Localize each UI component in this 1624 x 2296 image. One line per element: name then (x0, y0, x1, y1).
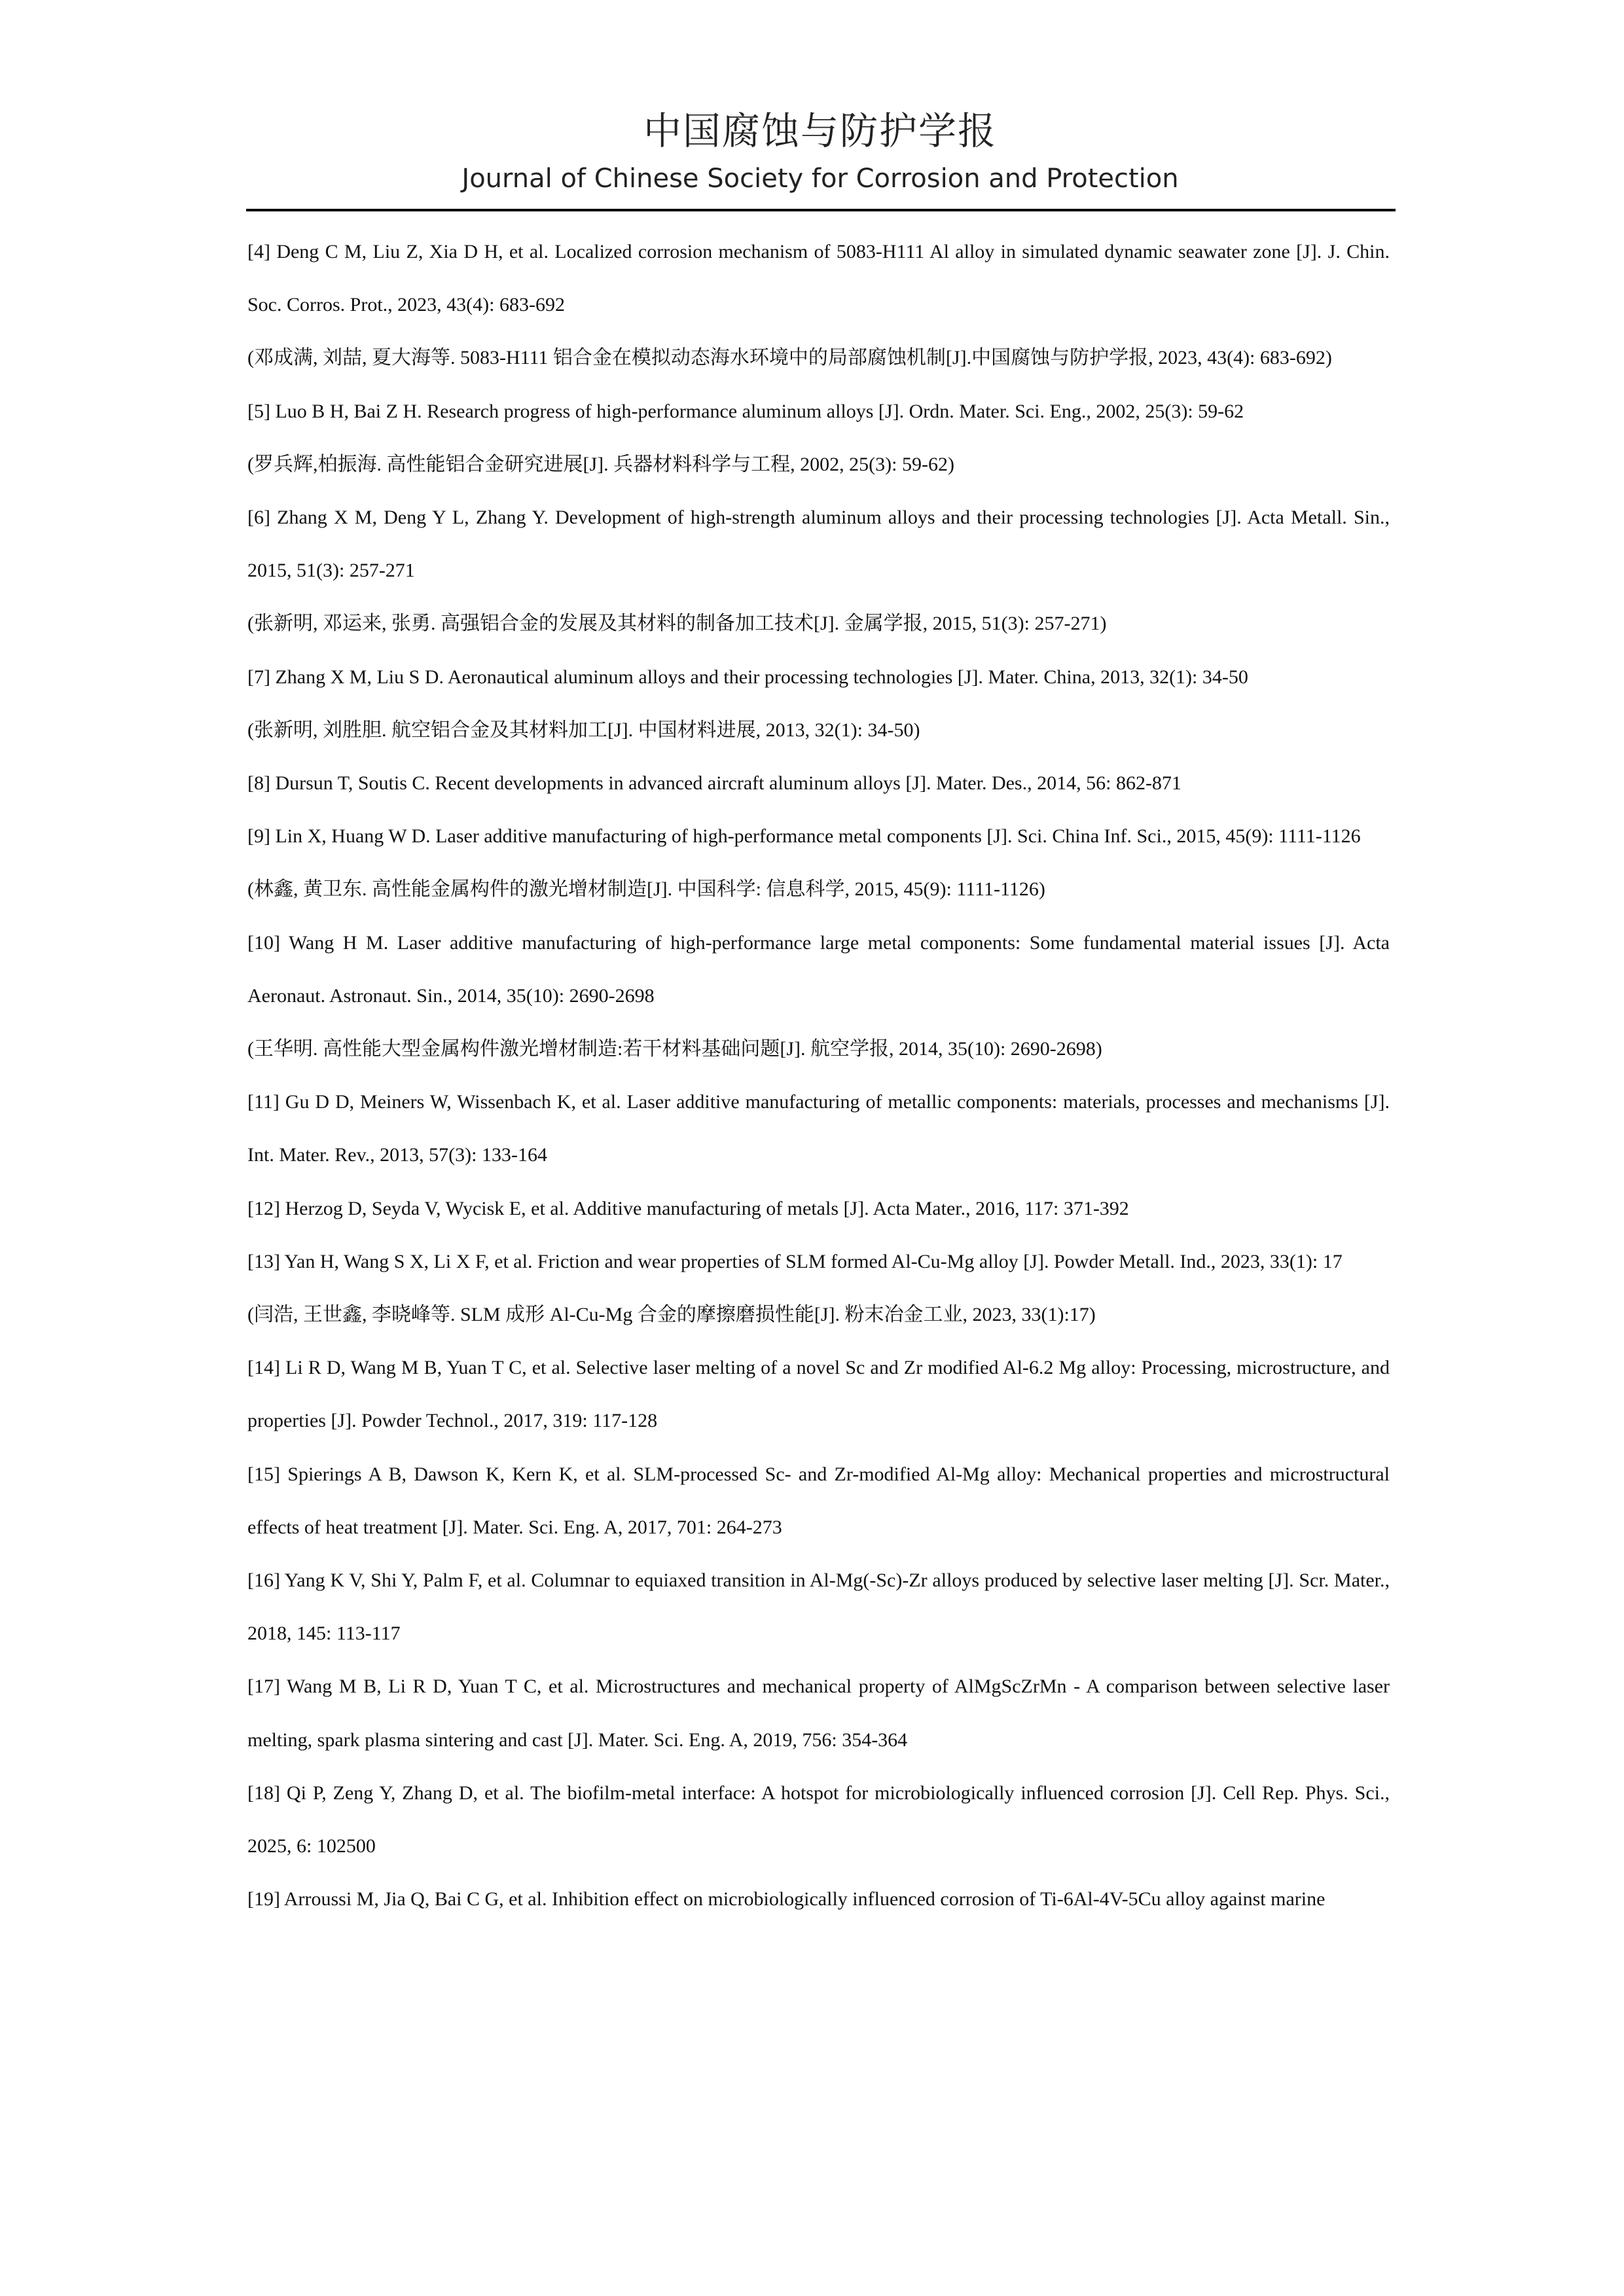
header-rule (246, 209, 1396, 211)
journal-title-en: Journal of Chinese Society for Corrosion and Protection (461, 164, 1179, 194)
reference-5-cn: (罗兵辉,柏振海. 高性能铝合金研究进展[J]. 兵器材料科学与工程, 2002, 25(3): 59-62) (247, 453, 954, 475)
reference-13-cn: (闫浩, 王世鑫, 李晓峰等. SLM 成形 Al-Cu-Mg 合金的摩擦磨损性能[J]. 粉末冶金工业, 2023, 33(1):17) (247, 1304, 1096, 1326)
journal-header (247, 105, 1393, 199)
reference-16: [16] Yang K V, Shi Y, Palm F, et al. Columnar to equiaxed transition in Al-Mg(-Sc)-Zr alloys produced by selective laser melting [J]. Scr. Mater., 2018, 145: 113-117 (247, 1570, 1390, 1645)
reference-18: [18] Qi P, Zeng Y, Zhang D, et al. The biofilm-metal interface: A hotspot for microbiologically influenced corrosion [J]. Cell Rep. Phys. Sci., 2025, 6: 102500 (247, 1782, 1390, 1857)
reference-10: [10] Wang H M. Laser additive manufacturing of high-performance large metal components: Some fundamental material issues [J]. Acta Aeronaut. Astronaut. Sin., 2014, 35(10): 2690-2698 (247, 931, 1390, 1007)
reference-10-cn: (王华明. 高性能大型金属构件激光增材制造:若干材料基础问题[J]. 航空学报, 2014, 35(10): 2690-2698) (247, 1038, 1102, 1060)
reference-11: [11] Gu D D, Meiners W, Wissenbach K, et al. Laser additive manufacturing of metallic components: materials, processes and mechanisms [J]. Int. Mater. Rev., 2013, 57(3): 133-164 (247, 1091, 1390, 1166)
reference-4: [4] Deng C M, Liu Z, Xia D H, et al. Localized corrosion mechanism of 5083-H111 Al alloy in simulated dynamic seawater zone [J]. J. Chin. Soc. Corros. Prot., 2023, 43(4): 683-692 (247, 241, 1390, 316)
reference-17: [17] Wang M B, Li R D, Yuan T C, et al. Microstructures and mechanical property of AlMgScZrMn - A comparison between selective laser melting, spark plasma sintering and cast [J]. Mater. Sci. Eng. A, 2019, 756: 354-364 (247, 1676, 1390, 1751)
reference-9-cn: (林鑫, 黄卫东. 高性能金属构件的激光增材制造[J]. 中国科学: 信息科学, 2015, 45(9): 1111-1126) (247, 878, 1045, 901)
reference-15: [15] Spierings A B, Dawson K, Kern K, et al. SLM-processed Sc- and Zr-modified Al-Mg alloy: Mechanical properties and microstructural effects of heat treatment [J]. Mater. Sci. Eng. A, 2017, 701: 264-273 (247, 1463, 1390, 1538)
reference-4-cn: (邓成满, 刘喆, 夏大海等. 5083-H111 铝合金在模拟动态海水环境中的局部腐蚀机制[J].中国腐蚀与防护学报, 2023, 43(4): 683-692) (247, 347, 1332, 369)
reference-5: [5] Luo B H, Bai Z H. Research progress of high-performance aluminum alloys [J]. Ordn. Mater. Sci. Eng., 2002, 25(3): 59-62 (247, 400, 1244, 422)
journal-title-cn: 中国腐蚀与防护学报 (643, 109, 997, 153)
reference-13: [13] Yan H, Wang S X, Li X F, et al. Friction and wear properties of SLM formed Al-Cu-Mg alloy [J]. Powder Metall. Ind., 2023, 33(1): 17 (247, 1250, 1343, 1272)
reference-7-cn: (张新明, 刘胜胆. 航空铝合金及其材料加工[J]. 中国材料进展, 2013, 32(1): 34-50) (247, 719, 920, 741)
reference-19: [19] Arroussi M, Jia Q, Bai C G, et al. Inhibition effect on microbiologically influenced corrosion of Ti-6Al-4V-5Cu alloy against marine (247, 1888, 1326, 1910)
reference-6: [6] Zhang X M, Deng Y L, Zhang Y. Development of high-strength aluminum alloys and their processing technologies [J]. Acta Metall. Sin., 2015, 51(3): 257-271 (247, 507, 1390, 582)
reference-7: [7] Zhang X M, Liu S D. Aeronautical aluminum alloys and their processing technologies [J]. Mater. China, 2013, 32(1): 34-50 (247, 666, 1248, 688)
reference-list (247, 225, 1390, 1926)
reference-14: [14] Li R D, Wang M B, Yuan T C, et al. Selective laser melting of a novel Sc and Zr modified Al-6.2 Mg alloy: Processing, microstructure, and properties [J]. Powder Technol., 2017, 319: 117-128 (247, 1357, 1390, 1432)
reference-9: [9] Lin X, Huang W D. Laser additive manufacturing of high-performance metal components [J]. Sci. China Inf. Sci., 2015, 45(9): 1111-1126 (247, 825, 1361, 848)
reference-8: [8] Dursun T, Soutis C. Recent developments in advanced aircraft aluminum alloys [J]. Mater. Des., 2014, 56: 862-871 (247, 772, 1182, 795)
reference-12: [12] Herzog D, Seyda V, Wycisk E, et al. Additive manufacturing of metals [J]. Acta Mater., 2016, 117: 371-392 (247, 1197, 1129, 1219)
reference-6-cn: (张新明, 邓运来, 张勇. 高强铝合金的发展及其材料的制备加工技术[J]. 金属学报, 2015, 51(3): 257-271) (247, 613, 1107, 635)
